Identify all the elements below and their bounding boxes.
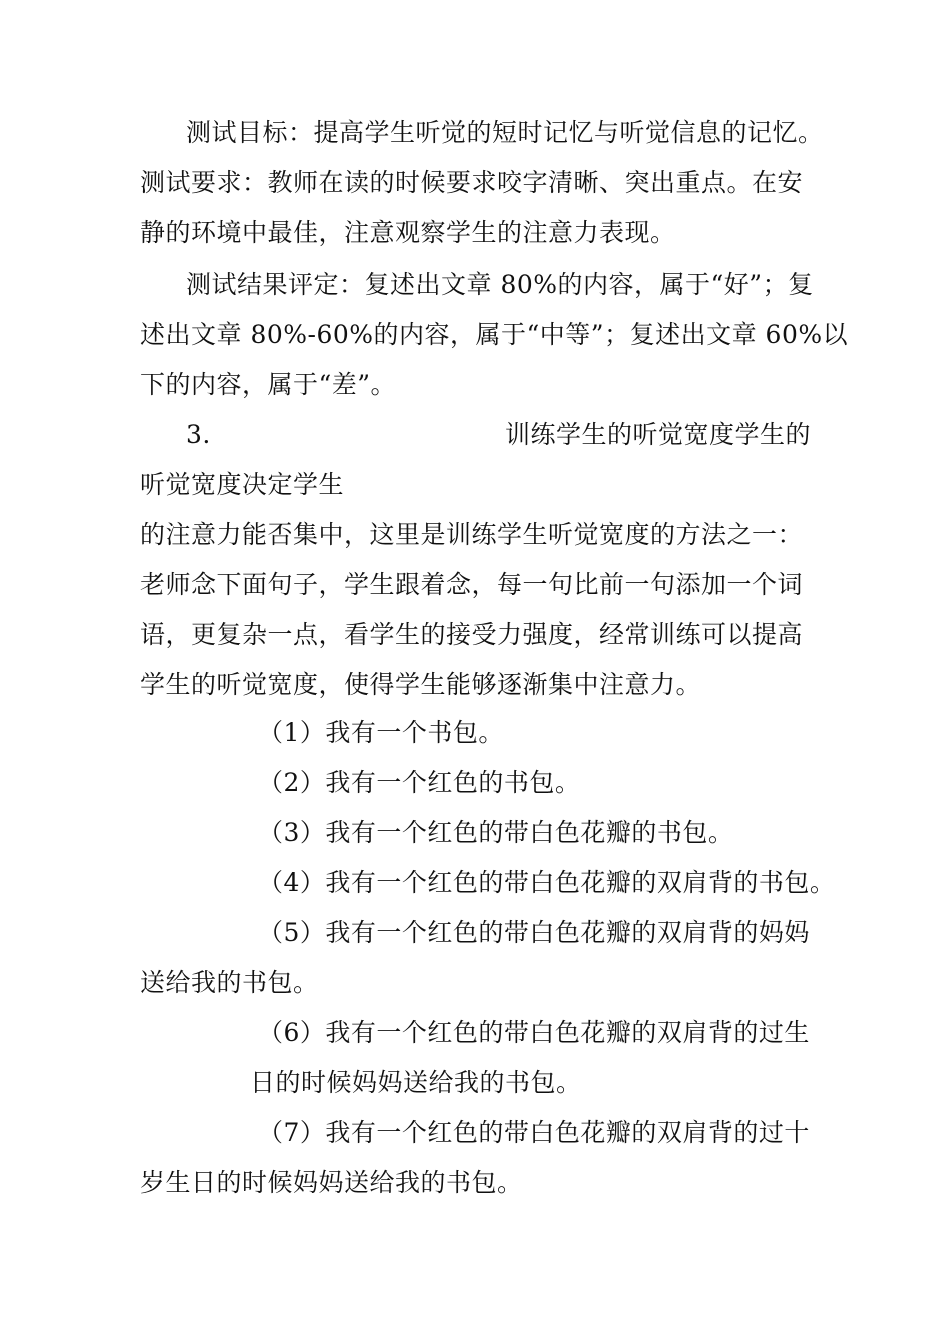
- paragraph-evaluation-line-2: 述出文章 80%-60%的内容，属于“中等”；复述出文章 60%以: [140, 320, 849, 349]
- paragraph-method-line-1: 的注意力能否集中，这里是训练学生听觉宽度的方法之一：: [140, 520, 804, 549]
- list-item-4: （4）我有一个红色的带白色花瓣的双肩背的书包。: [258, 868, 836, 897]
- list-item-5-line-2: 送给我的书包。: [140, 968, 319, 997]
- paragraph-test-goal-line-1: 测试目标：提高学生听觉的短时记忆与听觉信息的记忆。: [186, 118, 824, 147]
- section-heading-text: 训练学生的听觉宽度学生的: [505, 420, 812, 449]
- paragraph-test-goal-line-3: 静的环境中最佳，注意观察学生的注意力表现。: [140, 218, 676, 247]
- list-item-7-line-2: 岁生日的时候妈妈送给我的书包。: [140, 1168, 523, 1197]
- paragraph-method-line-4: 学生的听觉宽度，使得学生能够逐渐集中注意力。: [140, 670, 702, 699]
- section-heading-number: 3.: [186, 420, 211, 449]
- paragraph-test-goal-line-2: 测试要求：教师在读的时候要求咬字清晰、突出重点。在安: [140, 168, 804, 197]
- section-heading-continuation: 听觉宽度决定学生: [140, 470, 345, 499]
- paragraph-method-line-3: 语，更复杂一点，看学生的接受力强度，经常训练可以提高: [140, 620, 804, 649]
- paragraph-evaluation-line-3: 下的内容，属于“差”。: [140, 370, 397, 399]
- list-item-2: （2）我有一个红色的书包。: [258, 768, 581, 797]
- list-item-6-line-2: 日的时候妈妈送给我的书包。: [250, 1068, 582, 1097]
- paragraph-evaluation-line-1: 测试结果评定：复述出文章 80%的内容，属于“好”；复: [186, 270, 814, 299]
- paragraph-method-line-2: 老师念下面句子，学生跟着念，每一句比前一句添加一个词: [140, 570, 804, 599]
- list-item-5-line-1: （5）我有一个红色的带白色花瓣的双肩背的妈妈: [258, 918, 810, 947]
- list-item-3: （3）我有一个红色的带白色花瓣的书包。: [258, 818, 734, 847]
- list-item-1: （1）我有一个书包。: [258, 718, 504, 747]
- list-item-7-line-1: （7）我有一个红色的带白色花瓣的双肩背的过十: [258, 1118, 810, 1147]
- list-item-6-line-1: （6）我有一个红色的带白色花瓣的双肩背的过生: [258, 1018, 810, 1047]
